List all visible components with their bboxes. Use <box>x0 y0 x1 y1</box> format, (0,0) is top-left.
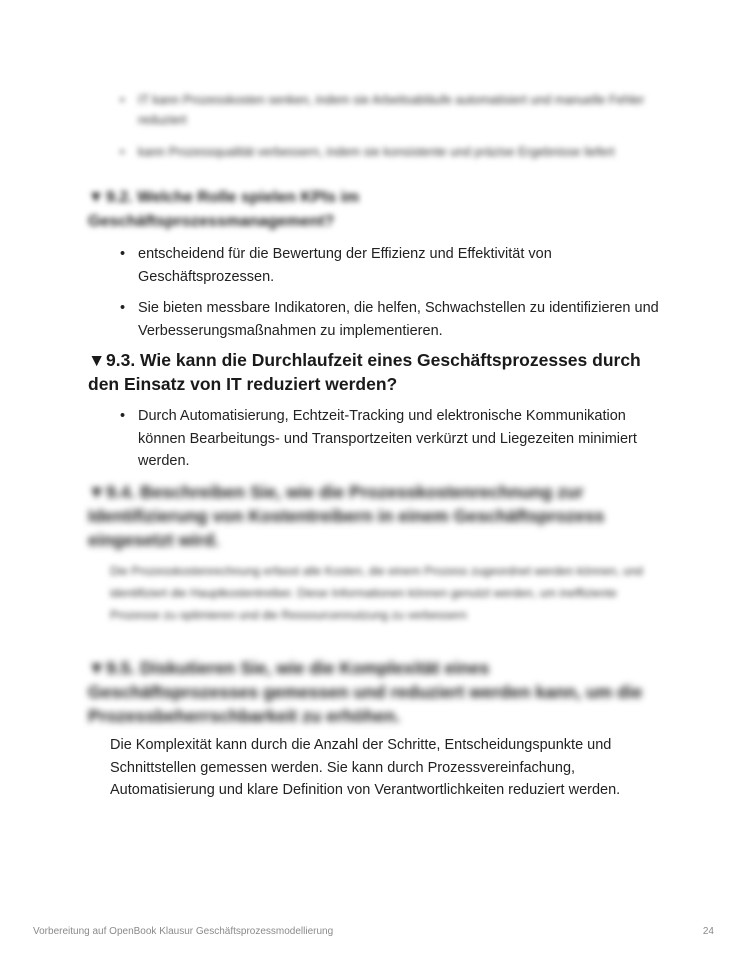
section-9-2-heading[interactable]: ▼ 9.2. Welche Rolle spielen KPIs im Geschäftsprozessmanagement? <box>88 186 528 234</box>
section-9-4-body: Die Prozesskostenrechnung erfasst alle Kosten, die einem Prozess zugeordnet werden können, und identifiziert die Hauptkostentreiber. Diese Informationen können genutzt werden, um ineffiziente Prozesse zu optimieren und die Ressourcennutzung zu verbessern <box>110 564 643 622</box>
footer-document-title: Vorbereitung auf OpenBook Klausur Geschäftsprozessmodellierung <box>33 926 334 937</box>
section-9-5-body: Die Komplexität kann durch die Anzahl der Schritte, Entscheidungspunkte und Schnittstellen gemessen werden. Sie kann durch Prozessvereinfachung, Automatisierung und klare Definition von Verantwortlichkeiten reduziert werden. <box>110 737 621 798</box>
toggle-triangle-icon[interactable]: ▼ <box>88 482 106 502</box>
list-item: • IT kann Prozesskosten senken, indem sie Arbeitsabläufe automatisiert und manuelle Fehler reduziert <box>116 90 676 130</box>
section-9-4-heading[interactable]: ▼9.4. Beschreiben Sie, wie die Prozesskostenrechnung zur Identifizierung von Kostentreibern in einem Geschäftsprozess eingesetzt wird. <box>88 482 605 550</box>
footer-page-number: 24 <box>702 926 714 937</box>
section-9-3-bullets <box>116 405 676 473</box>
list-item: • Sie bieten messbare Indikatoren, die helfen, Schwachstellen zu identifizieren und Verbesserungsmaßnahmen zu implementieren. <box>116 297 676 342</box>
section-9-5-heading[interactable]: ▼9.5. Diskutieren Sie, wie die Komplexität eines Geschäftsprozesses gemessen und reduziert werden kann, um die Prozessbeherrschbarkeit zu erhöhen. <box>88 658 643 726</box>
section-9-3-heading[interactable]: ▼9.3. Wie kann die Durchlaufzeit eines Geschäftsprozesses durch den Einsatz von IT reduziert werden? <box>88 350 641 394</box>
toggle-triangle-icon[interactable]: ▼ <box>88 658 106 678</box>
list-item: • kann Prozessqualität verbessern, indem sie konsistente und präzise Ergebnisse liefert <box>116 142 676 162</box>
list-item: • entscheidend für die Bewertung der Effizienz und Effektivität von Geschäftsprozessen. <box>116 243 676 288</box>
toggle-triangle-icon[interactable]: ▼ <box>88 189 104 206</box>
section-9-1-bullets <box>116 90 676 162</box>
toggle-triangle-icon[interactable]: ▼ <box>88 350 106 370</box>
section-9-2-bullets <box>116 243 676 342</box>
list-item: • Durch Automatisierung, Echtzeit-Tracking und elektronische Kommunikation können Bearbeitungs- und Transportzeiten verkürzt und Liegezeiten minimiert werden. <box>116 405 676 473</box>
